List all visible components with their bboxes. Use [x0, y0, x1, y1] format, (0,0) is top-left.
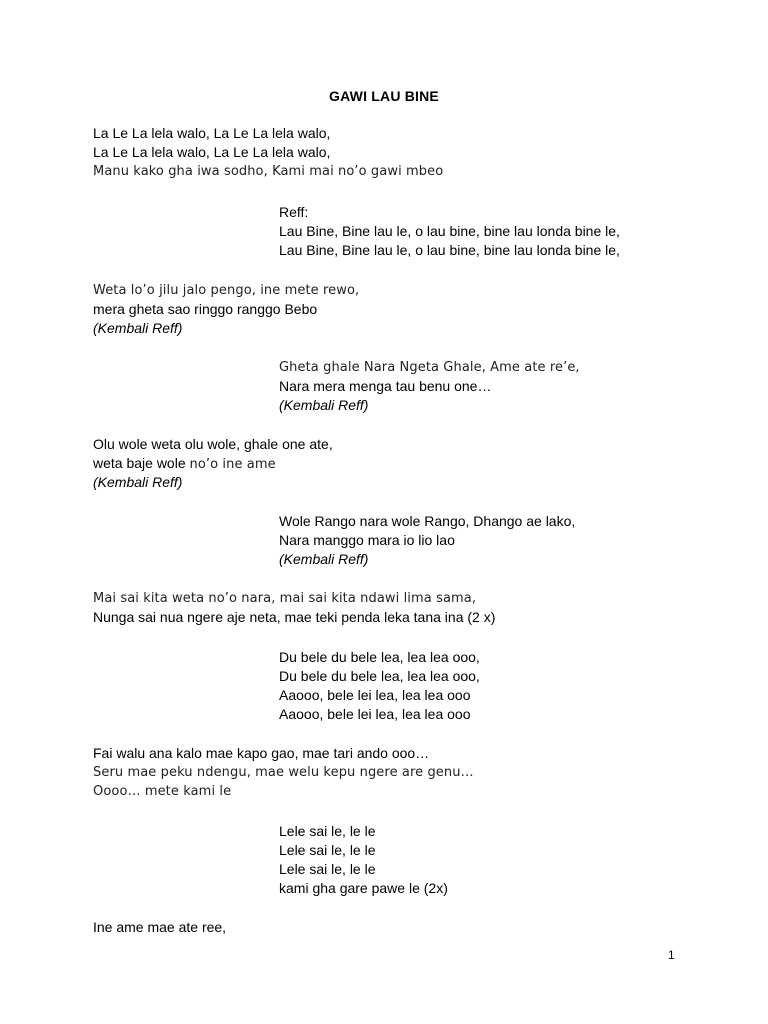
- lyric-line: [93, 454, 333, 473]
- lyric-line: Weta lo’o jilu jalo pengo, ine mete rewo,: [93, 283, 360, 298]
- lyric-line: Aaooo, bele lei lea, lea lea ooo: [279, 706, 471, 722]
- lyric-line: Fai walu ana kalo mae kapo gao, mae tari ando ooo…: [93, 745, 430, 761]
- reff-reference: (Kembali Reff): [279, 397, 369, 413]
- lyric-line: Wole Rango nara wole Rango, Dhango ae lako,: [279, 513, 576, 529]
- lyric-line: Manu kako gha iwa sodho, Kami mai no’o gawi mbeo: [93, 164, 444, 179]
- verse-2: [93, 281, 359, 338]
- lyric-line: Nara mera menga tau benu one…: [279, 378, 492, 394]
- refrain: [279, 203, 620, 260]
- page-number: 1: [668, 948, 675, 962]
- lyric-line: Lele sai le, le le: [279, 823, 376, 839]
- lyric-line: Olu wole weta olu wole, ghale one ate,: [93, 436, 333, 452]
- refrain-label: Reff:: [279, 204, 309, 220]
- lyric-line: Nunga sai nua ngere aje neta, mae teki penda leka tana ina (2 x): [93, 609, 496, 625]
- lyric-line: Du bele du bele lea, lea lea ooo,: [279, 668, 480, 684]
- lyric-line: La Le La lela walo, La Le La lela walo,: [93, 144, 331, 160]
- song-title: GAWI LAU BINE: [329, 88, 439, 104]
- lyric-line: kami gha gare pawe le (2x): [279, 880, 448, 896]
- lyric-line: Nara manggo mara io lio lao: [279, 532, 455, 548]
- lyric-line: Gheta ghale Nara Ngeta Ghale, Ame ate re’e,: [279, 360, 580, 375]
- lyric-fragment: no’o ine ame: [189, 457, 276, 472]
- verse-3: [279, 358, 580, 415]
- lyric-line: Lele sai le, le le: [279, 842, 376, 858]
- reff-reference: (Kembali Reff): [279, 551, 369, 567]
- verse-1: [93, 124, 443, 181]
- verse-7: [279, 648, 480, 724]
- lyric-line: Lau Bine, Bine lau le, o lau bine, bine lau londa bine le,: [279, 223, 620, 239]
- verse-9: [279, 822, 448, 898]
- lyric-line: Du bele du bele lea, lea lea ooo,: [279, 649, 480, 665]
- verse-8: [93, 744, 474, 801]
- lyric-line: Ine ame mae ate ree,: [93, 919, 227, 935]
- lyric-line: Lele sai le, le le: [279, 861, 376, 877]
- lyric-line: Mai sai kita weta no’o nara, mai sai kita ndawi lima sama,: [93, 591, 477, 606]
- verse-5: [279, 512, 575, 569]
- lyric-line: mera gheta sao ringgo ranggo Bebo: [93, 301, 318, 317]
- lyric-line: La Le La lela walo, La Le La lela walo,: [93, 125, 331, 141]
- lyric-line: Oooo… mete kami le: [93, 784, 232, 799]
- lyric-line: Lau Bine, Bine lau le, o lau bine, bine lau londa bine le,: [279, 242, 620, 258]
- lyric-line: Seru mae peku ndengu, mae welu kepu ngere are genu…: [93, 765, 474, 780]
- lyric-line: Aaooo, bele lei lea, lea lea ooo: [279, 687, 471, 703]
- reff-reference: (Kembali Reff): [93, 474, 183, 490]
- reff-reference: (Kembali Reff): [93, 320, 183, 336]
- verse-10: [93, 918, 226, 937]
- verse-6: [93, 589, 495, 627]
- lyric-fragment: weta baje wole: [93, 455, 186, 471]
- verse-4: [93, 435, 333, 492]
